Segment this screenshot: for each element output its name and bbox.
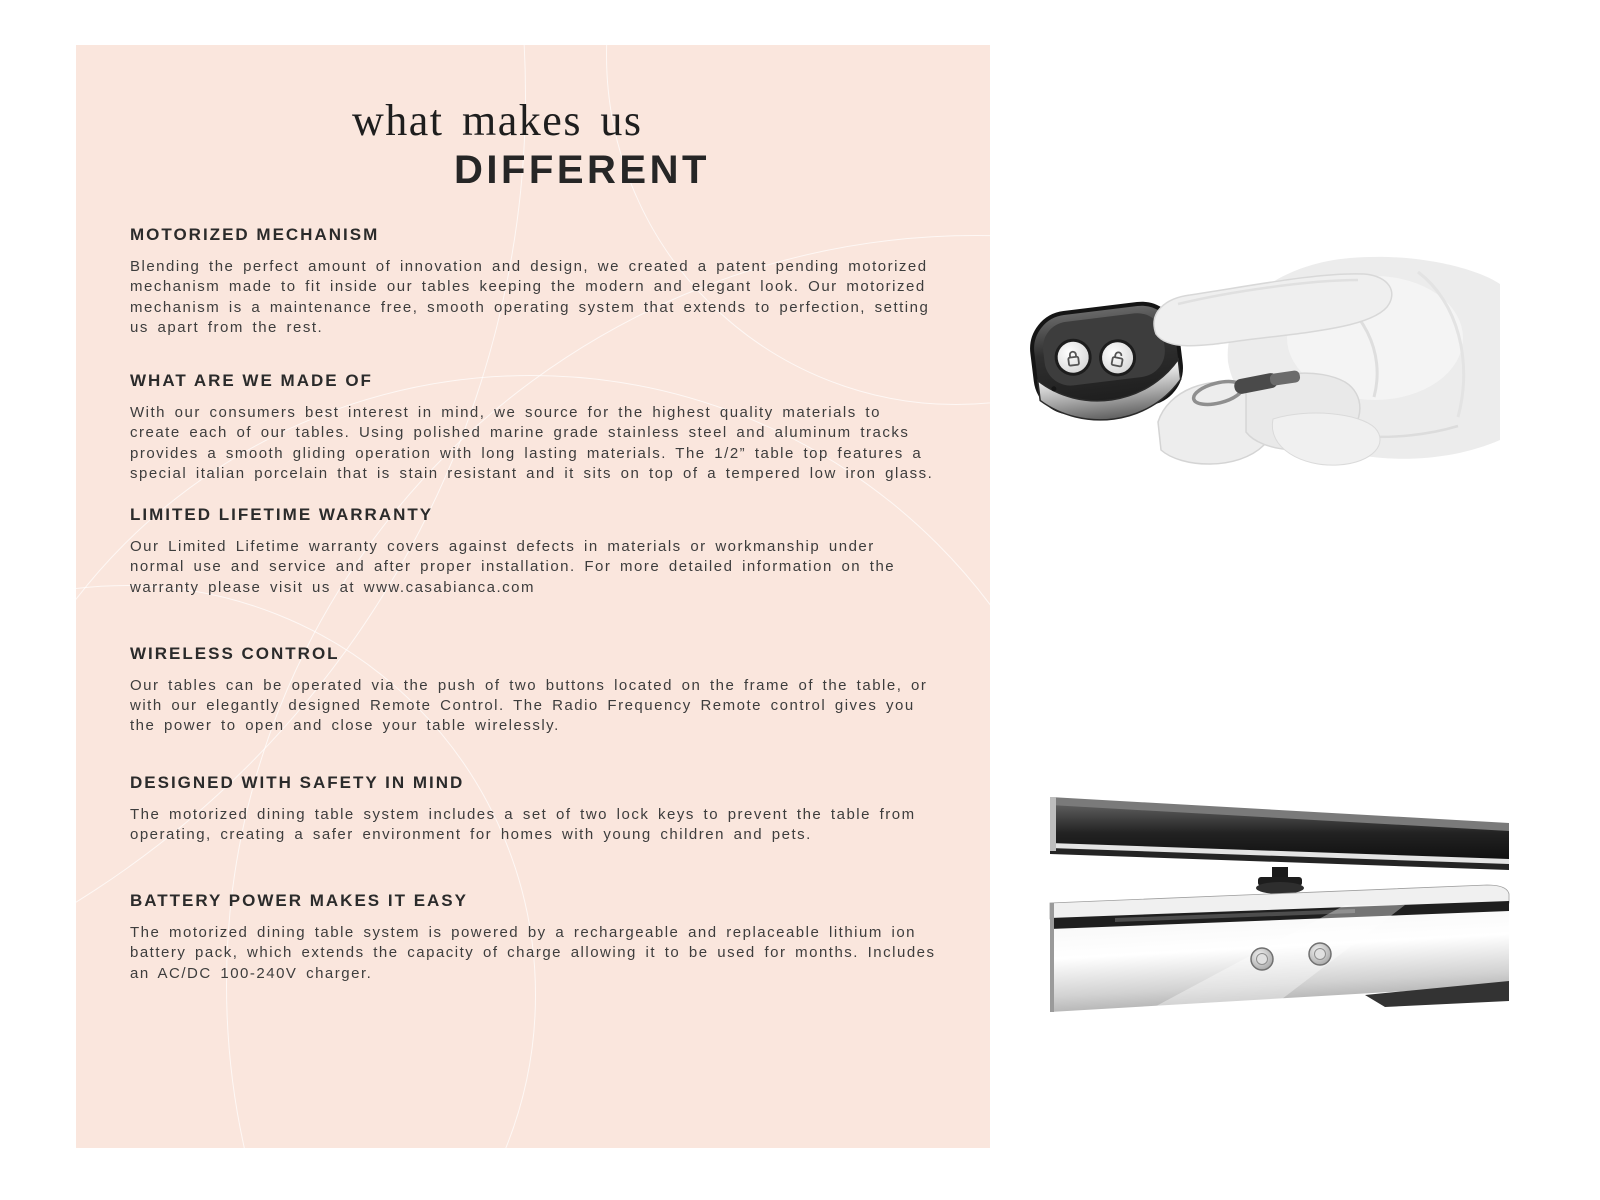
section-heading: WIRELESS CONTROL bbox=[130, 643, 340, 663]
section-designed-with-safety bbox=[130, 773, 938, 846]
table-top-edge bbox=[1050, 797, 1509, 870]
section-heading: WHAT ARE WE MADE OF bbox=[130, 371, 373, 390]
page-title-line2: DIFFERENT bbox=[454, 148, 710, 192]
section-what-are-we-made-of bbox=[130, 371, 938, 484]
section-battery-power bbox=[130, 891, 938, 984]
info-panel bbox=[76, 45, 990, 1148]
frame-open-button bbox=[1251, 948, 1273, 970]
section-body: Blending the perfect amount of innovation and design, we created a patent pending motorized mechanism made to fit inside our tables keeping the modern and elegant look. Our motorized mechanism is a maintenance free, smooth operating system that extends to perfection, setting us apart from the rest. bbox=[130, 258, 930, 336]
frame-close-button bbox=[1309, 943, 1331, 965]
chrome-frame-beam bbox=[1050, 885, 1509, 1012]
glide-knob bbox=[1256, 867, 1304, 894]
section-heading: BATTERY POWER MAKES IT EASY bbox=[130, 891, 468, 910]
section-body: Our Limited Lifetime warranty covers against defects in materials or workmanship under normal use and service and after proper installation. For more detailed information on the warranty please visit us at www.casabianca.com bbox=[130, 538, 896, 596]
section-limited-lifetime-warranty bbox=[130, 505, 938, 598]
remote-hand-photo bbox=[1018, 212, 1500, 480]
section-body: With our consumers best interest in mind, we source for the highest quality materials to create each of our tables. Using polished marine grade stainless steel and aluminum tracks provides a smooth gliding operation with long lasting materials. The 1/2” table top features a special italian porcelain that is stain resistant and it sits on top of a tempered low iron glass. bbox=[130, 404, 934, 482]
section-body: Our tables can be operated via the push of two buttons located on the frame of the table, or with our elegantly designed Remote Control. The Radio Frequency Remote control gives you the power to open and close your table wirelessly. bbox=[130, 676, 928, 735]
section-heading: LIMITED LIFETIME WARRANTY bbox=[130, 505, 434, 524]
feature-sections bbox=[130, 225, 942, 984]
section-body: The motorized dining table system includes a set of two lock keys to prevent the table from operating, creating a safer environment for homes with young children and pets. bbox=[130, 805, 916, 843]
page-title-line1: what makes us bbox=[352, 96, 643, 145]
section-heading: MOTORIZED MECHANISM bbox=[130, 225, 380, 244]
section-heading: DESIGNED WITH SAFETY IN MIND bbox=[130, 772, 465, 792]
section-wireless-control bbox=[130, 644, 938, 737]
page-title bbox=[76, 45, 990, 193]
section-body: The motorized dining table system is powered by a rechargeable and replaceable lithium ion battery pack, which extends the capacity of charge allowing it to be used for months. Includes an AC/DC 100-240V charger. bbox=[130, 924, 936, 982]
table-frame-photo bbox=[1025, 785, 1513, 1025]
section-motorized-mechanism bbox=[130, 225, 938, 338]
